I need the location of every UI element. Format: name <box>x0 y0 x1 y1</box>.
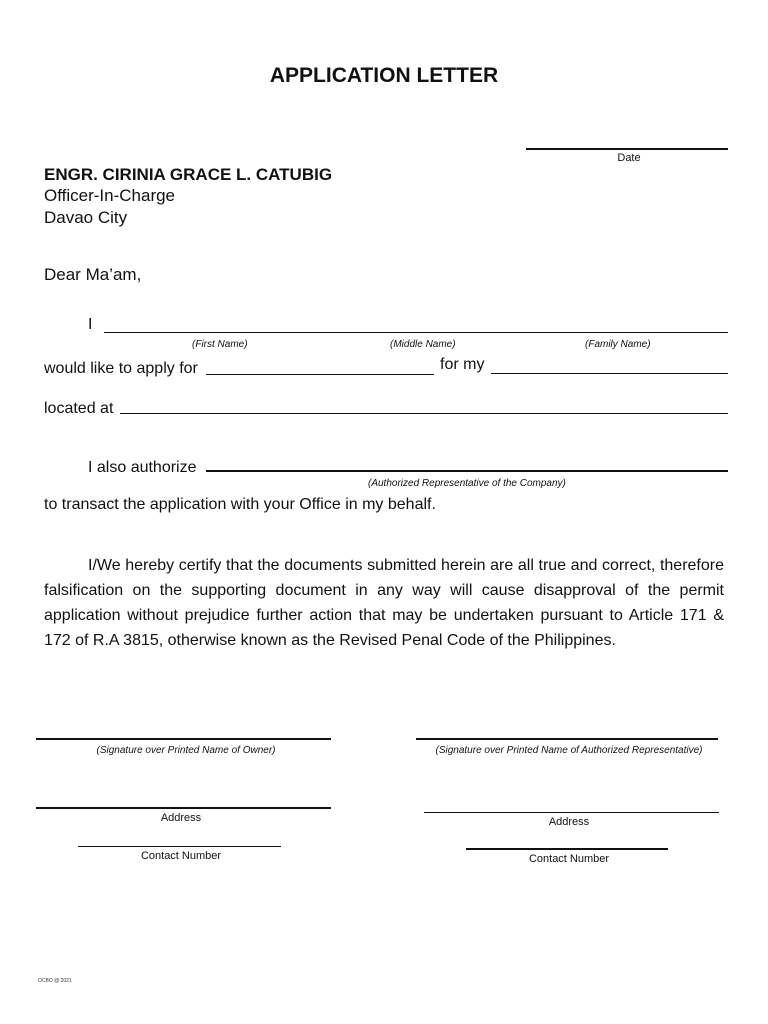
representative-address-label: Address <box>548 816 590 828</box>
salutation: Dear Ma’am, <box>44 265 142 284</box>
representative-line[interactable] <box>206 470 728 472</box>
owner-contact-line[interactable] <box>78 846 281 847</box>
footer-note: OCBO @ 2021 <box>38 978 72 984</box>
representative-contact-line[interactable] <box>466 848 668 850</box>
location-line[interactable] <box>120 413 728 414</box>
authorize-label: I also authorize <box>88 459 197 476</box>
located-at-label: located at <box>44 400 114 417</box>
recipient-position: Officer-In-Charge <box>44 186 176 205</box>
middle-name-label: (Middle Name) <box>390 339 456 350</box>
date-field-line[interactable] <box>526 148 728 150</box>
representative-signature-line[interactable] <box>416 738 718 740</box>
certification-paragraph: I/We hereby certify that the documents submitted herein are all true and correct, therefore falsification on the supporting document in any way will cause disapproval of the permit application without prejudice further action that may be undertaken pursuant to Article 171 & 172 of R.A 3815, otherwise known as the Revised Penal Code of the Philippines. <box>44 557 724 649</box>
date-label: Date <box>617 152 641 164</box>
owner-signature-label: (Signature over Printed Name of Owner) <box>96 745 276 756</box>
owner-signature-line[interactable] <box>36 738 331 740</box>
representative-signature-label: (Signature over Printed Name of Authorized Representative) <box>435 745 703 756</box>
applicant-prefix: I <box>88 316 93 333</box>
authorize-continuation: to transact the application with your Office in my behalf. <box>44 496 436 513</box>
permit-type-line[interactable] <box>206 374 434 375</box>
first-name-label: (First Name) <box>192 339 248 350</box>
owner-address-label: Address <box>160 812 202 824</box>
recipient-city: Davao City <box>44 208 128 227</box>
owner-contact-label: Contact Number <box>140 850 222 862</box>
apply-for-label: would like to apply for <box>44 360 198 377</box>
representative-contact-label: Contact Number <box>528 853 610 865</box>
representative-caption: (Authorized Representative of the Company) <box>368 478 566 489</box>
recipient-name: ENGR. CIRINIA GRACE L. CATUBIG <box>44 165 333 184</box>
document-title: APPLICATION LETTER <box>269 64 499 87</box>
for-my-label: for my <box>440 356 485 373</box>
representative-address-line[interactable] <box>424 812 719 813</box>
applicant-name-line[interactable] <box>104 332 728 333</box>
owner-address-line[interactable] <box>36 807 331 809</box>
property-type-line[interactable] <box>491 373 728 374</box>
family-name-label: (Family Name) <box>585 339 651 350</box>
